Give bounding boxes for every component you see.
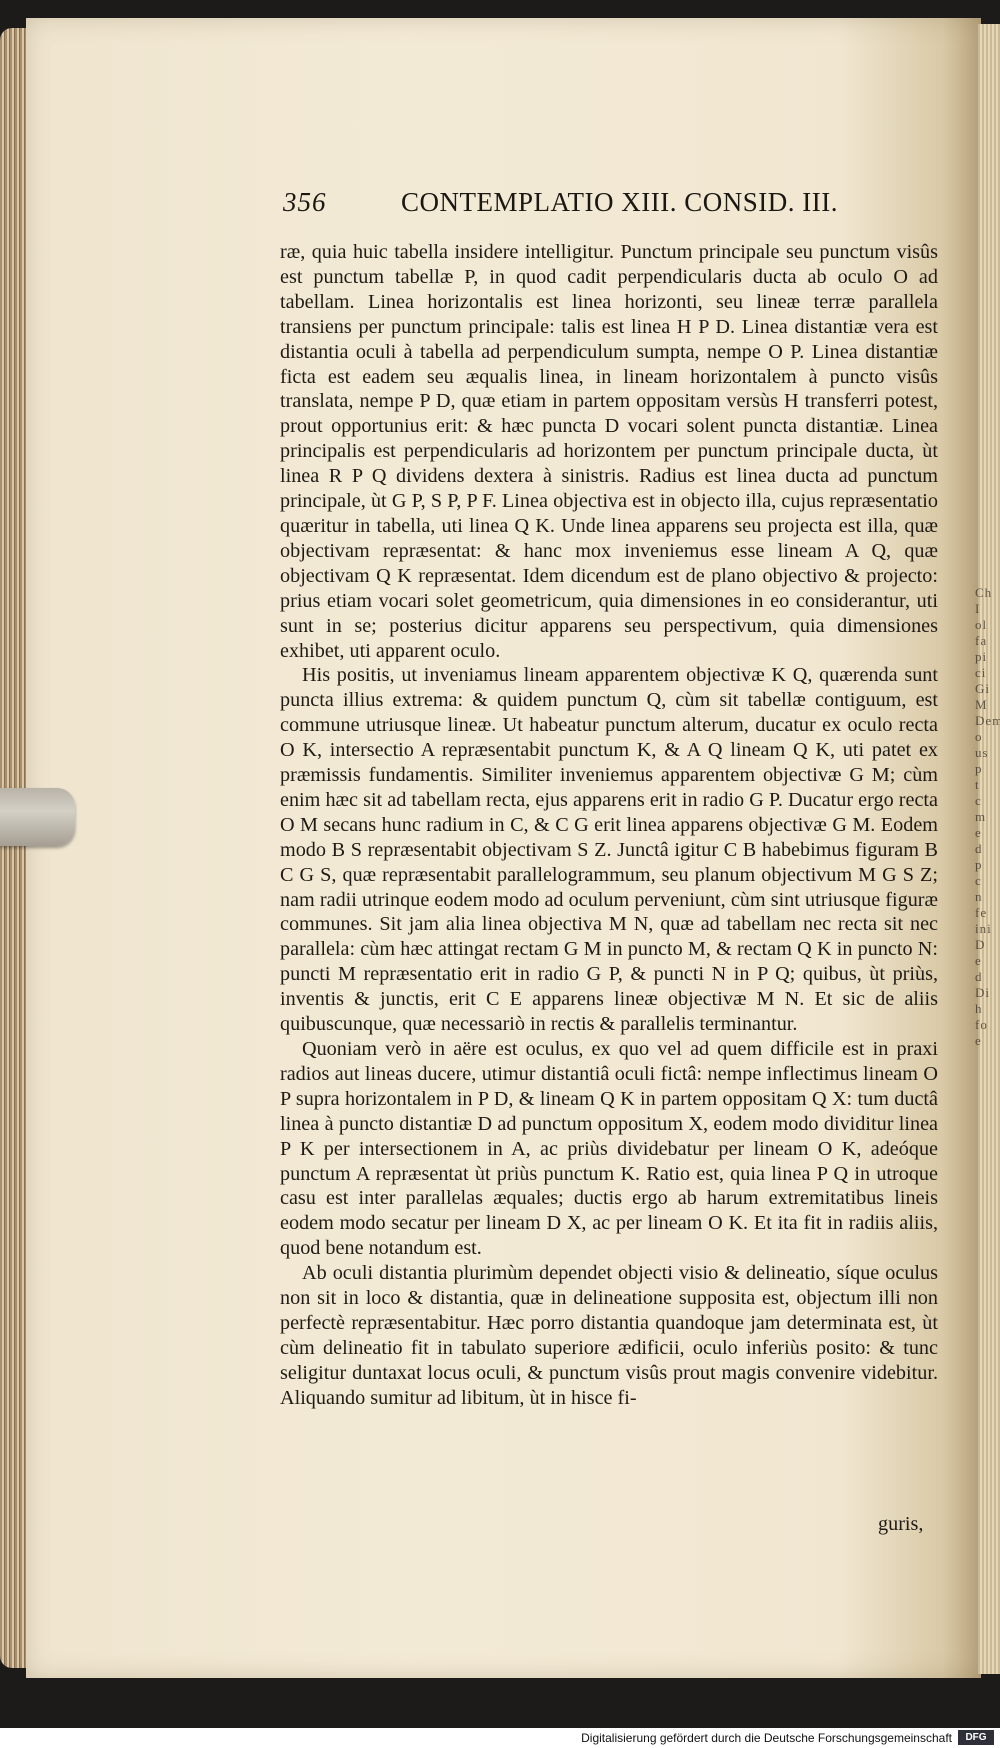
paragraph: Ab oculi distantia plurimùm dependet objecti visio & delineatio, síque oculus non sit in loco & distantia, quæ in delineatione supposita est, objectum illi non perfectè repræsentabitur. Hæc porro distantia quandoque jam determinata est, ùt cùm delineatio fit in tabulato superiore ædificii, oculo inferiùs posito: & tunc seligitur duntaxat locus oculi, & punctum visûs prout magis convenire videbitur. Aliquando sumitur ad libitum, ùt in hisce fi- xyxy=(280,1262,938,1409)
paragraph: ræ, quia huic tabella insidere intelligitur. Punctum principale seu punctum visûs est punctum tabellæ P, in quod cadit perpendicularis ducta ab oculo O ad tabellam. Linea horizontalis est linea horizonti, seu lineæ terræ parallela transiens per punctum principale: talis est linea H P D. Linea distantiæ vera est distantia oculi à tabella ad perpendiculum sumpta, nempe O P. Linea distantiæ ficta est eadem seu æqualis linea, in lineam horizontalem à puncto visûs translata, nempe P D, quæ etiam in partem oppositam versùs H transferri potest, prout opportunius erit: & hæc puncta D vocari solent puncta distantiæ. Linea principalis est perpendicularis ad horizontem per punctum principale ducta, ùt linea R P Q dividens dextera à sinistris. Radius est linea ducta ad punctum principale, ùt G P, S P, P F. Linea objectiva est in objecto illa, cujus repræsentatio quæritur in tabella, uti linea Q K. Unde linea apparens seu projecta est illa, quæ objectivam repræsentat: & hanc mox inveniemus esse lineam A Q, quæ objectivam Q K repræsentat. Idem dicendum est de plano objectivo & projecto: prius etiam vocari solet geometricum, quia dimensiones in eo considerantur, uti sunt in se; posterius dicitur apparens seu perspectivum, quia dimensiones exhibet, uti apparent oculo. xyxy=(280,241,938,662)
page-number: 356 xyxy=(283,187,327,217)
dfg-logo: DFG xyxy=(958,1730,994,1745)
digitization-credit: Digitalisierung gefördert durch die Deutsche Forschungsgemeinschaft xyxy=(581,1731,952,1745)
body-text xyxy=(280,240,938,1411)
paragraph: Quoniam verò in aëre est oculus, ex quo vel ad quem difficile est in praxi radios aut lineas ducere, utimur distantiâ oculi fictâ: nempe inflectimus lineam O P supra horizontalem in P D, & lineam Q K in partem oppositam Q X: tum ductâ linea à puncto distantiæ D ad punctum oppositum X, eodem modo dividitur linea P K per intersectionem in A, ac priùs dividebatur per lineam O K, adeóque punctum A repræsentat ùt priùs punctum K. Ratio est, quia linea P Q in utroque casu est inter parallelas æquales; ductis ergo ab harum extremitatibus lineis eodem modo secatur per lineam D X, ac per lineam O K. Et ita fit in radiis aliis, quod bene notandum est. xyxy=(280,1038,938,1260)
catchword: guris, xyxy=(878,1513,924,1535)
paragraph: His positis, ut inveniamus lineam apparentem objectivæ K Q, quærenda sunt puncta illius extrema: & quidem punctum Q, cùm sit tabellæ contiguum, est commune utriusque lineæ. Ut habeatur punctum alterum, ducatur ex oculo recta O K, intersectio A repræsentabit punctum K, & A Q lineam Q K, uti patet ex præmissis fundamentis. Similiter inveniemus apparentem objectivæ G M; cùm enim hæc sit ad tabellam recta, ejus apparens erit in radio G P. Ducatur ergo recta O M secans hunc radium in C, & C G erit linea apparens objectivæ G M. Eodem modo B S repræsentabit objectivam S Z. Junctâ igitur C B habebimus figuram B C G S, quæ repræsentabit parallelogrammum, seu planum objectivum M G S Z; nam radii utrinque eodem modo ad oculum perveniunt, cùm sint utriusque figuræ communes. Sit jam alia linea objectiva M N, quæ ad tabellam nec recta sit nec parallela: cùm hæc attingat rectam G M in puncto M, & rectam Q K in puncto N: puncti M repræsentatio erit in radio G P, & puncti N in P Q; quibus, ùt priùs, inventis & junctis, erit C E apparens lineæ objectivæ M N. Et sic de aliis quibuscunque, quæ necessariò in rectis & parallelis terminantur. xyxy=(280,664,938,1036)
closed-page-edges xyxy=(0,28,28,1668)
facing-page-marginalia xyxy=(975,585,1000,1245)
bookmark-clip xyxy=(0,788,75,846)
running-title: CONTEMPLATIO XIII. CONSID. III. xyxy=(401,187,838,217)
